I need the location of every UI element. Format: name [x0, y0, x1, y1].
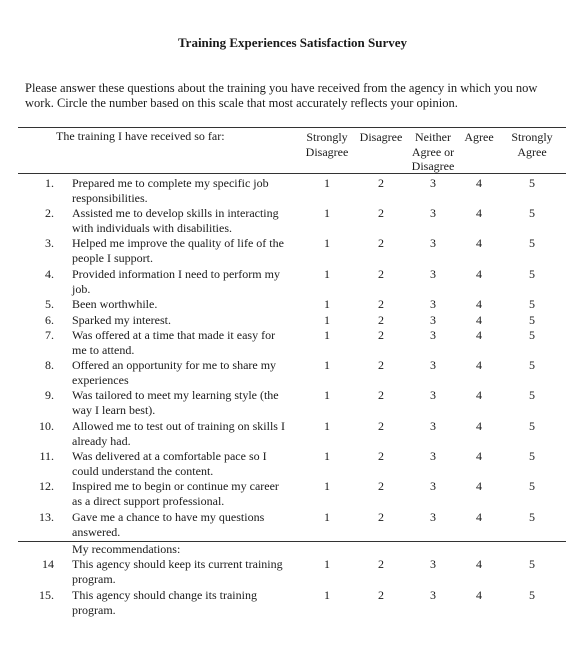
question-text	[72, 328, 304, 358]
question-text	[72, 588, 304, 618]
rating-option-2[interactable]: 2	[378, 557, 384, 571]
question-number: 2.	[45, 206, 54, 220]
rating-option-1[interactable]: 1	[324, 297, 330, 311]
rating-option-4[interactable]: 4	[476, 510, 482, 524]
rating-option-3[interactable]: 3	[430, 479, 436, 493]
rating-option-1[interactable]: 1	[324, 358, 330, 372]
rating-option-5[interactable]: 5	[529, 236, 535, 250]
rating-option-1[interactable]: 1	[324, 419, 330, 433]
question-number: 7.	[45, 328, 54, 342]
question-text-line: Offered an opportunity for me to share my	[72, 358, 277, 372]
scale-header-1	[297, 130, 357, 159]
question-number: 9.	[45, 388, 54, 402]
question-number: 3.	[45, 236, 54, 250]
rating-option-5[interactable]: 5	[529, 557, 535, 571]
question-text-line: with individuals with disabilities.	[72, 221, 232, 235]
question-text-line: program.	[72, 572, 116, 586]
rating-option-1[interactable]: 1	[324, 510, 330, 524]
scale-header-line: Disagree	[305, 144, 349, 159]
question-number: 12.	[39, 479, 54, 493]
question-text-line: Was tailored to meet my learning style (the	[72, 388, 279, 402]
rating-option-1[interactable]: 1	[324, 449, 330, 463]
rating-option-4[interactable]: 4	[476, 557, 482, 571]
rating-option-1[interactable]: 1	[324, 206, 330, 220]
question-text-line: Was offered at a time that made it easy for	[72, 328, 276, 342]
rating-option-4[interactable]: 4	[476, 176, 482, 190]
rating-option-2[interactable]: 2	[378, 479, 384, 493]
rating-option-5[interactable]: 5	[529, 313, 535, 327]
question-text-line: me to attend.	[72, 343, 135, 357]
rating-option-4[interactable]: 4	[476, 479, 482, 493]
question-text	[72, 358, 304, 388]
question-text-line: responsibilities.	[72, 191, 148, 205]
rating-option-5[interactable]: 5	[529, 479, 535, 493]
rating-option-4[interactable]: 4	[476, 313, 482, 327]
question-number: 15.	[39, 588, 54, 602]
question-number: 14	[42, 557, 54, 571]
question-number: 13.	[39, 510, 54, 524]
rating-option-3[interactable]: 3	[430, 419, 436, 433]
rating-option-4[interactable]: 4	[476, 588, 482, 602]
survey-instructions: Please answer these questions about the training you have received from the agency in which you now work. Circle the number based on this scale that most accurately reflects your opinion.	[25, 81, 538, 110]
rating-option-3[interactable]: 3	[430, 510, 436, 524]
scale-header-line: Agree	[517, 144, 547, 159]
rating-option-3[interactable]: 3	[430, 449, 436, 463]
question-text-line: Helped me improve the quality of life of the	[72, 236, 284, 250]
question-text-line: This agency should change its training	[72, 588, 257, 602]
rating-option-3[interactable]: 3	[430, 297, 436, 311]
rating-option-2[interactable]: 2	[378, 449, 384, 463]
question-text-line: program.	[72, 603, 116, 617]
survey-title: Training Experiences Satisfaction Survey	[177, 35, 408, 50]
rating-option-5[interactable]: 5	[529, 449, 535, 463]
rating-option-4[interactable]: 4	[476, 419, 482, 433]
rating-option-1[interactable]: 1	[324, 557, 330, 571]
question-text-line: Inspired me to begin or continue my career	[72, 479, 279, 493]
rating-option-1[interactable]: 1	[324, 588, 330, 602]
question-number: 8.	[45, 358, 54, 372]
question-text	[72, 313, 304, 328]
question-text	[72, 479, 304, 509]
question-number: 4.	[45, 267, 54, 281]
question-text-line: already had.	[72, 434, 131, 448]
question-text	[72, 236, 304, 266]
rating-option-1[interactable]: 1	[324, 328, 330, 342]
scale-header-line: Disagree	[411, 159, 455, 173]
scale-header-line: Strongly	[306, 130, 348, 144]
rating-option-5[interactable]: 5	[529, 419, 535, 433]
rating-option-4[interactable]: 4	[476, 267, 482, 281]
rating-option-2[interactable]: 2	[378, 328, 384, 342]
header-bottom-rule	[18, 173, 566, 174]
rating-option-2[interactable]: 2	[378, 388, 384, 402]
rating-option-1[interactable]: 1	[324, 479, 330, 493]
question-text	[72, 267, 304, 297]
rating-option-1[interactable]: 1	[324, 176, 330, 190]
column-header-prompt: The training I have received so far:	[56, 129, 225, 143]
scale-header-2	[351, 130, 411, 145]
rating-option-3[interactable]: 3	[430, 206, 436, 220]
question-text-line: as a direct support professional.	[72, 494, 225, 508]
question-text-line: could understand the content.	[72, 464, 214, 478]
rating-option-2[interactable]: 2	[378, 510, 384, 524]
question-text-line: This agency should keep its current training	[72, 557, 283, 571]
question-text	[72, 176, 304, 206]
question-text-line: Assisted me to develop skills in interacting	[72, 206, 279, 220]
rating-option-5[interactable]: 5	[529, 206, 535, 220]
rating-option-3[interactable]: 3	[430, 176, 436, 190]
rating-option-4[interactable]: 4	[476, 449, 482, 463]
question-text	[72, 449, 304, 479]
rating-option-2[interactable]: 2	[378, 297, 384, 311]
rating-option-3[interactable]: 3	[430, 267, 436, 281]
question-text	[72, 206, 304, 236]
rating-option-5[interactable]: 5	[529, 297, 535, 311]
scale-header-line: Strongly	[511, 130, 553, 144]
rating-option-4[interactable]: 4	[476, 236, 482, 250]
rating-option-4[interactable]: 4	[476, 388, 482, 402]
rating-option-4[interactable]: 4	[476, 206, 482, 220]
rating-option-5[interactable]: 5	[529, 510, 535, 524]
rating-option-4[interactable]: 4	[476, 358, 482, 372]
rating-option-3[interactable]: 3	[430, 388, 436, 402]
rating-option-5[interactable]: 5	[529, 358, 535, 372]
rating-option-5[interactable]: 5	[529, 388, 535, 402]
header-top-rule	[18, 127, 566, 128]
rating-option-3[interactable]: 3	[430, 588, 436, 602]
rating-option-2[interactable]: 2	[378, 419, 384, 433]
question-text	[72, 297, 304, 312]
scale-header-line: Neither	[415, 130, 451, 144]
question-text	[72, 557, 304, 587]
question-text-line: Sparked my interest.	[72, 313, 171, 327]
rating-option-5[interactable]: 5	[529, 176, 535, 190]
rating-option-5[interactable]: 5	[529, 328, 535, 342]
question-text	[72, 510, 304, 540]
recommendations-label: My recommendations:	[72, 542, 181, 556]
question-number: 1.	[45, 176, 54, 190]
rating-option-1[interactable]: 1	[324, 267, 330, 281]
rating-option-2[interactable]: 2	[378, 236, 384, 250]
rating-option-3[interactable]: 3	[430, 313, 436, 327]
question-text-line: Gave me a chance to have my questions	[72, 510, 265, 524]
rating-option-2[interactable]: 2	[378, 588, 384, 602]
question-number: 11.	[39, 449, 54, 463]
question-number: 6.	[45, 313, 54, 327]
question-text-line: Was delivered at a comfortable pace so I	[72, 449, 267, 463]
rating-option-3[interactable]: 3	[430, 557, 436, 571]
question-text-line: Been worthwhile.	[72, 297, 158, 311]
rating-option-3[interactable]: 3	[430, 328, 436, 342]
rating-option-1[interactable]: 1	[324, 388, 330, 402]
rating-option-5[interactable]: 5	[529, 267, 535, 281]
question-text-line: experiences	[72, 373, 129, 387]
scale-header-line: Agree	[464, 130, 494, 144]
question-text-line: people I support.	[72, 251, 153, 265]
question-text-line: Allowed me to test out of training on skills I	[72, 419, 285, 433]
question-text-line: Prepared me to complete my specific job	[72, 176, 269, 190]
rating-option-2[interactable]: 2	[378, 206, 384, 220]
rating-option-2[interactable]: 2	[378, 313, 384, 327]
question-text-line: answered.	[72, 525, 121, 539]
rating-option-5[interactable]: 5	[529, 588, 535, 602]
rating-option-4[interactable]: 4	[476, 328, 482, 342]
rating-option-2[interactable]: 2	[378, 358, 384, 372]
scale-header-4	[449, 130, 509, 145]
rating-option-1[interactable]: 1	[324, 236, 330, 250]
question-number: 5.	[45, 297, 54, 311]
scale-header-5	[502, 130, 562, 159]
rating-option-2[interactable]: 2	[378, 176, 384, 190]
question-number: 10.	[39, 419, 54, 433]
question-text-line: Provided information I need to perform my	[72, 267, 280, 281]
rating-option-4[interactable]: 4	[476, 297, 482, 311]
rating-option-1[interactable]: 1	[324, 313, 330, 327]
scale-header-line: Agree or	[411, 144, 455, 159]
rating-option-2[interactable]: 2	[378, 267, 384, 281]
rating-option-3[interactable]: 3	[430, 236, 436, 250]
question-text-line: job.	[72, 282, 91, 296]
question-text	[72, 419, 304, 449]
question-text	[72, 388, 304, 418]
rating-option-3[interactable]: 3	[430, 358, 436, 372]
scale-header-line: Disagree	[359, 130, 403, 144]
question-text-line: way I learn best).	[72, 403, 156, 417]
